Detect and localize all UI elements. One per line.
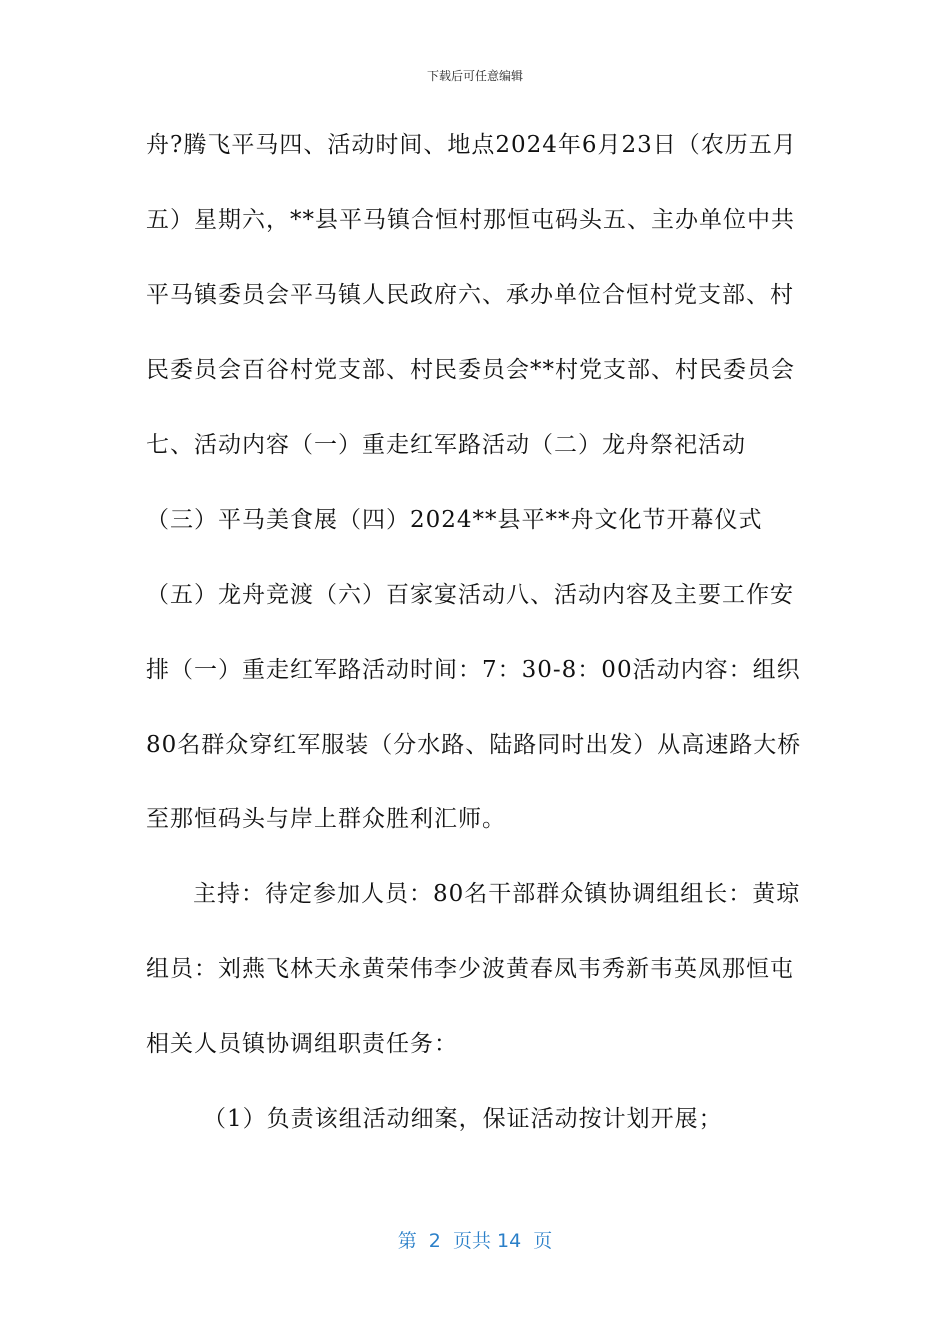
page-number-footer: 第 2 页共 14 页 [397, 1230, 553, 1252]
text-line: 五）星期六，**县平马镇合恒村那恒屯码头五、主办单位中共 [146, 207, 795, 233]
text-line: 七、活动内容（一）重走红军路活动（二）龙舟祭祀活动 [146, 432, 746, 458]
header-note: 下载后可任意编辑 [426, 69, 523, 83]
text-line-indented: （1）负责该组活动细案，保证活动按计划开展； [203, 1106, 723, 1132]
text-line: 至那恒码头与岸上群众胜利汇师。 [146, 806, 506, 832]
text-line-indented: 主持：待定参加人员：80名干部群众镇协调组组长：黄琼 [193, 881, 801, 907]
text-line: （五）龙舟竞渡（六）百家宴活动八、活动内容及主要工作安 [146, 582, 794, 608]
text-line: 80名群众穿红军服装（分水路、陆路同时出发）从高速路大桥 [146, 732, 802, 758]
text-line: 相关人员镇协调组职责任务： [146, 1031, 458, 1057]
text-line: 平马镇委员会平马镇人民政府六、承办单位合恒村党支部、村 [146, 282, 794, 308]
text-line: 排（一）重走红军路活动时间：7：30-8：00活动内容：组织 [146, 657, 801, 683]
text-line: 民委员会百谷村党支部、村民委员会**村党支部、村民委员会 [146, 357, 795, 383]
text-line: 组员：刘燕飞林天永黄荣伟李少波黄春凤韦秀新韦英凤那恒屯 [146, 956, 794, 982]
text-line: 舟?腾飞平马四、活动时间、地点2024年6月23日（农历五月 [146, 132, 797, 158]
text-line: （三）平马美食展（四）2024**县平**舟文化节开幕仪式 [146, 507, 763, 533]
